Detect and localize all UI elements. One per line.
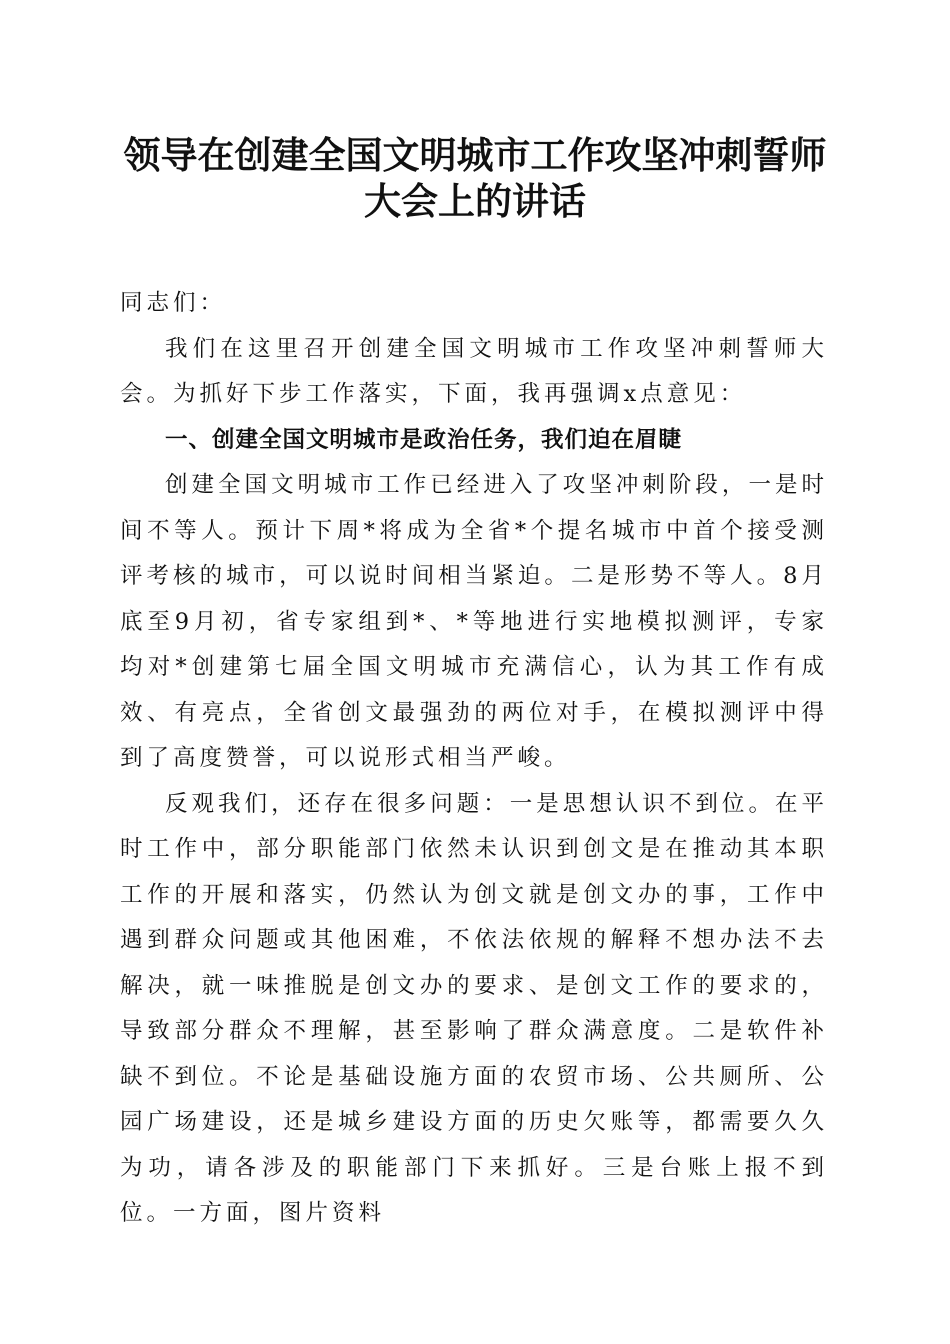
paragraph-problems: 反观我们，还存在很多问题：一是思想认识不到位。在平时工作中，部分职能部门依然未认识到创文是在推动其本职工作的开展和落实，仍然认为创文就是创文办的事，工作中遇到群众问题或其他困难，不依法依规的解释不想办法不去解决，就一味推脱是创文办的要求、是创文工作的要求的，导致部分群众不理解，甚至影响了群众满意度。二是软件补缺不到位。不论是基础设施方面的农贸市场、公共厕所、公园广场建设，还是城乡建设方面的历史欠账等，都需要久久为功，请各涉及的职能部门下来抓好。三是台账上报不到位。一方面，图片资料 bbox=[120, 790, 828, 1226]
section-heading-1: 一、创建全国文明城市是政治任务，我们迫在眉睫 bbox=[165, 426, 683, 453]
salutation: 同志们： bbox=[120, 290, 227, 316]
document-title: 领导在创建全国文明城市工作攻坚冲刺誓师大会上的讲话 bbox=[123, 133, 827, 223]
paragraph-intro: 我们在这里召开创建全国文明城市工作攻坚冲刺誓师大会。为抓好下步工作落实，下面，我再强调x点意见： bbox=[120, 335, 828, 407]
document-body bbox=[120, 281, 828, 1237]
paragraph-urgency: 创建全国文明城市工作已经进入了攻坚冲刺阶段，一是时间不等人。预计下周*将成为全省*个提名城市中首个接受测评考核的城市，可以说时间相当紧迫。二是形势不等人。8月底至9月初，省专家组到*、*等地进行实地模拟测评，专家均对*创建第七届全国文明城市充满信心，认为其工作有成效、有亮点，全省创文最强劲的两位对手，在模拟测评中得到了高度赞誉，可以说形式相当严峻。 bbox=[120, 472, 828, 771]
